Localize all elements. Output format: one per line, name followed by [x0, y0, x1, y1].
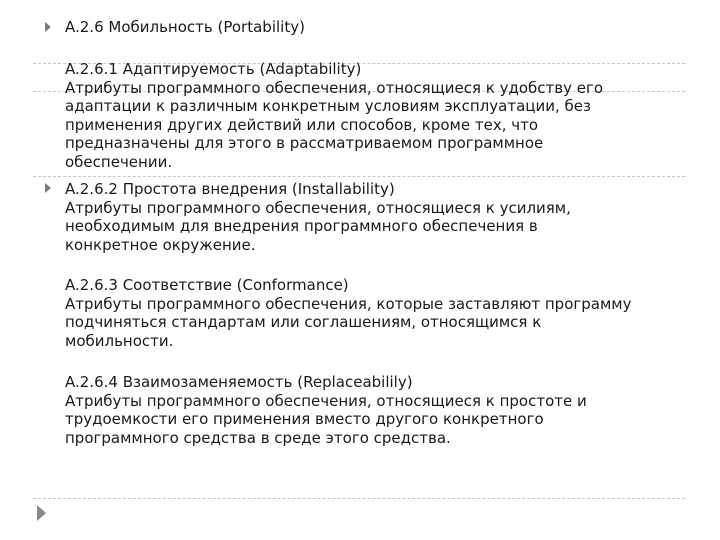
body-line: Атрибуты программного обеспечения, относящиеся к удобству его	[65, 78, 604, 97]
body-line: адаптации к различным конкретным условиям эксплуатации, без	[65, 97, 591, 115]
body-line: Атрибуты программного обеспечения, которые заставляют программу	[65, 294, 632, 313]
body-line: Атрибуты программного обеспечения, относящиеся к простоте и	[65, 391, 587, 410]
subsection-heading: A.2.6.1 Адаптируемость (Adaptability)	[65, 60, 362, 78]
body-line: предназначены для этого в рассматриваемом программное	[65, 134, 544, 152]
body-line: конкретное окружение.	[65, 235, 256, 254]
subsection-heading: A.2.6.3 Соответствие (Conformance)	[65, 276, 349, 294]
section-title: A.2.6 Мобильность (Portability)	[65, 18, 305, 36]
subsection-conformance	[65, 276, 631, 350]
divider-line	[33, 176, 685, 177]
body-line: программного средства в среде этого средства.	[65, 428, 451, 447]
bullet-arrow-icon	[45, 183, 51, 193]
body-line: мобильности.	[65, 331, 174, 350]
bullet-arrow-icon	[45, 22, 51, 32]
divider-line	[33, 498, 685, 499]
body-line: применения других действий или способов, кроме тех, что	[65, 115, 539, 134]
bullet-arrow-icon	[37, 505, 46, 521]
subsection-heading: A.2.6.2 Простота внедрения (Installability)	[65, 180, 395, 198]
body-line: трудоемкости его применения вместо другого конкретного	[65, 410, 544, 428]
body-line: подчиняться стандартам или соглашениям, относящимся к	[65, 313, 542, 331]
subsection-heading: A.2.6.4 Взаимозаменяемость (Replaceabilily)	[65, 373, 413, 391]
subsection-adaptability	[65, 60, 603, 171]
body-line: Атрибуты программного обеспечения, относящиеся к усилиям,	[65, 198, 571, 217]
subsection-installability	[65, 180, 571, 254]
body-line: обеспечении.	[65, 152, 173, 171]
subsection-replaceability	[65, 373, 587, 447]
body-line: необходимым для внедрения программного обеспечения в	[65, 217, 538, 235]
